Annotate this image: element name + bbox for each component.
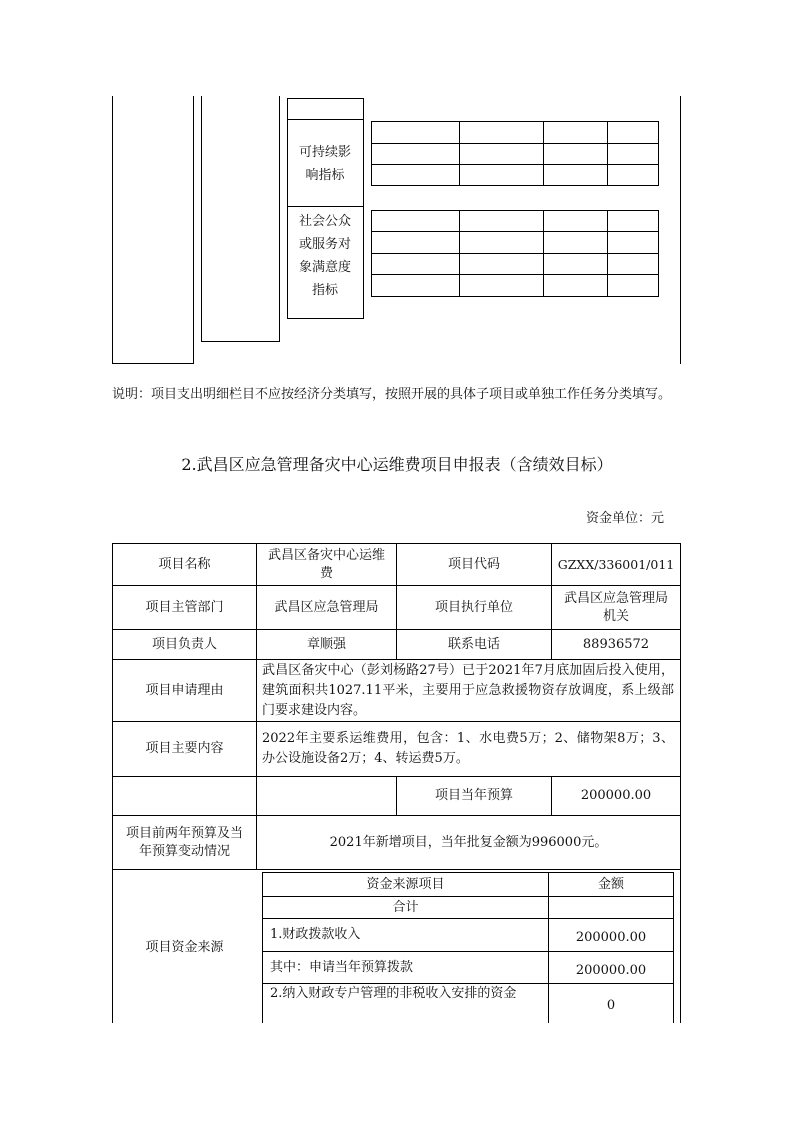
funding-source-label: 项目资金来源 <box>145 939 224 955</box>
source-row-amount: 0 <box>606 997 616 1013</box>
dept-label: 项目主管部门 <box>145 599 224 615</box>
phone-label: 联系电话 <box>447 636 500 652</box>
owner-label: 项目负责人 <box>151 636 217 652</box>
currency-unit: 资金单位：元 <box>586 511 665 526</box>
project-code-label: 项目代码 <box>447 556 500 572</box>
exec-unit-value: 武昌区应急管理局机关 <box>563 590 668 624</box>
satisfaction-indicator-label: 社会公众或服务对象满意度指标 <box>298 214 351 298</box>
source-head-amount: 金额 <box>597 876 624 892</box>
table-note: 说明：项目支出明细栏目不应按经济分类填写，按照开展的具体子项目或单独工作任务分类填写。 <box>112 387 672 402</box>
prev-budget-label: 项目前两年预算及当年预算变动情况 <box>125 825 243 859</box>
budget-label: 项目当年预算 <box>434 788 513 803</box>
reason-value: 武昌区备灾中心（彭刘杨路27号）已于2021年7月底加固后投入使用，建筑面积共1027.11平米，主要用于应急救援物资存放调度，系上级部门要求建设内容。 <box>262 663 674 718</box>
dept-value: 武昌区应急管理局 <box>274 599 379 615</box>
source-row-amount: 200000.00 <box>575 962 647 978</box>
project-name-label: 项目名称 <box>158 556 211 572</box>
source-row-item: 2.纳入财政专户管理的非税收入安排的资金 <box>270 986 517 1001</box>
source-head-item: 资金来源项目 <box>366 876 445 892</box>
phone-value: 88936572 <box>582 636 650 652</box>
content-label: 项目主要内容 <box>145 741 224 756</box>
source-row-amount: 200000.00 <box>575 930 647 945</box>
reason-label: 项目申请理由 <box>145 682 224 698</box>
source-total-label: 合计 <box>392 899 419 915</box>
project-code-value: GZXX/336001/011 <box>557 556 675 572</box>
content-value: 2022年主要系运维费用，包含：1、水电费5万；2、储物架8万；3、办公设施设备2万；4、转运费5万。 <box>262 731 674 766</box>
section-title: 2.武昌区应急管理备灾中心运维费项目申报表（含绩效目标） <box>181 455 613 474</box>
prev-budget-value: 2021年新增项目，当年批复金额为996000元。 <box>329 834 608 850</box>
source-row-item: 其中：申请当年预算拨款 <box>270 959 414 975</box>
budget-value: 200000.00 <box>580 788 652 803</box>
project-name-value: 武昌区备灾中心运维费 <box>267 547 385 581</box>
owner-value: 章顺强 <box>306 636 346 652</box>
sustain-indicator-label: 可持续影响指标 <box>298 145 351 183</box>
exec-unit-label: 项目执行单位 <box>434 599 513 615</box>
source-row-item: 1.财政拨款收入 <box>270 927 361 942</box>
